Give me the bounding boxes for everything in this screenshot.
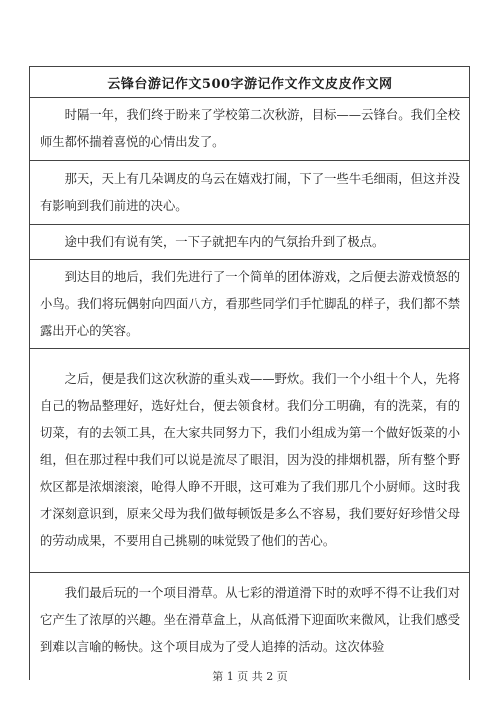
paragraph: 到达目的地后，我们先进行了一个简单的团体游戏，之后便去游戏愤怒的小鸟。我们将玩偶射向四面八方，看那些同学们手忙脚乱的样子，我们都不禁露出开心的笑容。: [40, 269, 460, 338]
paragraph-cell: [30, 161, 470, 225]
paragraph: 我们最后玩的一个项目滑草。从七彩的滑道滑下时的欢呼不得不让我们对它产生了浓厚的兴趣。坐在滑草盒上，从高低滑下迎面吹来微风，让我们感受到难以言喻的畅快。这个项目成为了受人追捧的活动。这次体验: [40, 586, 460, 654]
paragraph-cell: [30, 98, 470, 161]
paragraph-cell: [30, 260, 470, 349]
paragraph-row: [30, 260, 470, 349]
title-row: [30, 67, 470, 98]
document-title: 云锋台游记作文500字游记作文作文皮皮作文网: [30, 67, 470, 98]
paragraph-cell: [30, 349, 470, 573]
paragraph-cell: [30, 573, 470, 681]
page-number: 第 1 页 共 2 页: [212, 670, 288, 683]
paragraph: 途中我们有说有笑，一下子就把车内的气氛抬升到了极点。: [64, 234, 385, 249]
paragraph-row: [30, 161, 470, 225]
paragraph: 时隔一年，我们终于盼来了学校第二次秋游，目标——云锋台。我们全校师生都怀揣着喜悦的心情出发了。: [40, 108, 460, 149]
paragraph: 那天，天上有几朵调皮的乌云在嬉戏打闹，下了一些牛毛细雨，但这并没有影响到我们前进的决心。: [40, 171, 460, 213]
paragraph-cell: [30, 225, 470, 260]
paragraph-row: [30, 98, 470, 161]
document-table: [29, 66, 470, 680]
paragraph: 之后，便是我们这次秋游的重头戏——野炊。我们一个小组十个人，先将自己的物品整理好，选好灶台，便去领食材。我们分工明确，有的洗菜，有的切菜，有的去领工具，在大家共同努力下，我们小组成为第一个做好饭菜的小组，但在那过程中我们可以说是流尽了眼泪，因为没的排烟机器，所有整个野炊区都是浓烟滚滚，呛得人睁不开眼，这可难为了我们那几个小厨师。这时我才深刻意识到，原来父母为我们做每顿饭是多么不容易，我们要好好珍惜父母的劳动成果，不要用自己挑剔的味觉毁了他们的苦心。: [40, 372, 460, 548]
paragraph-row: [30, 225, 470, 260]
paragraph-row: [30, 349, 470, 573]
paragraph-row: [30, 573, 470, 681]
